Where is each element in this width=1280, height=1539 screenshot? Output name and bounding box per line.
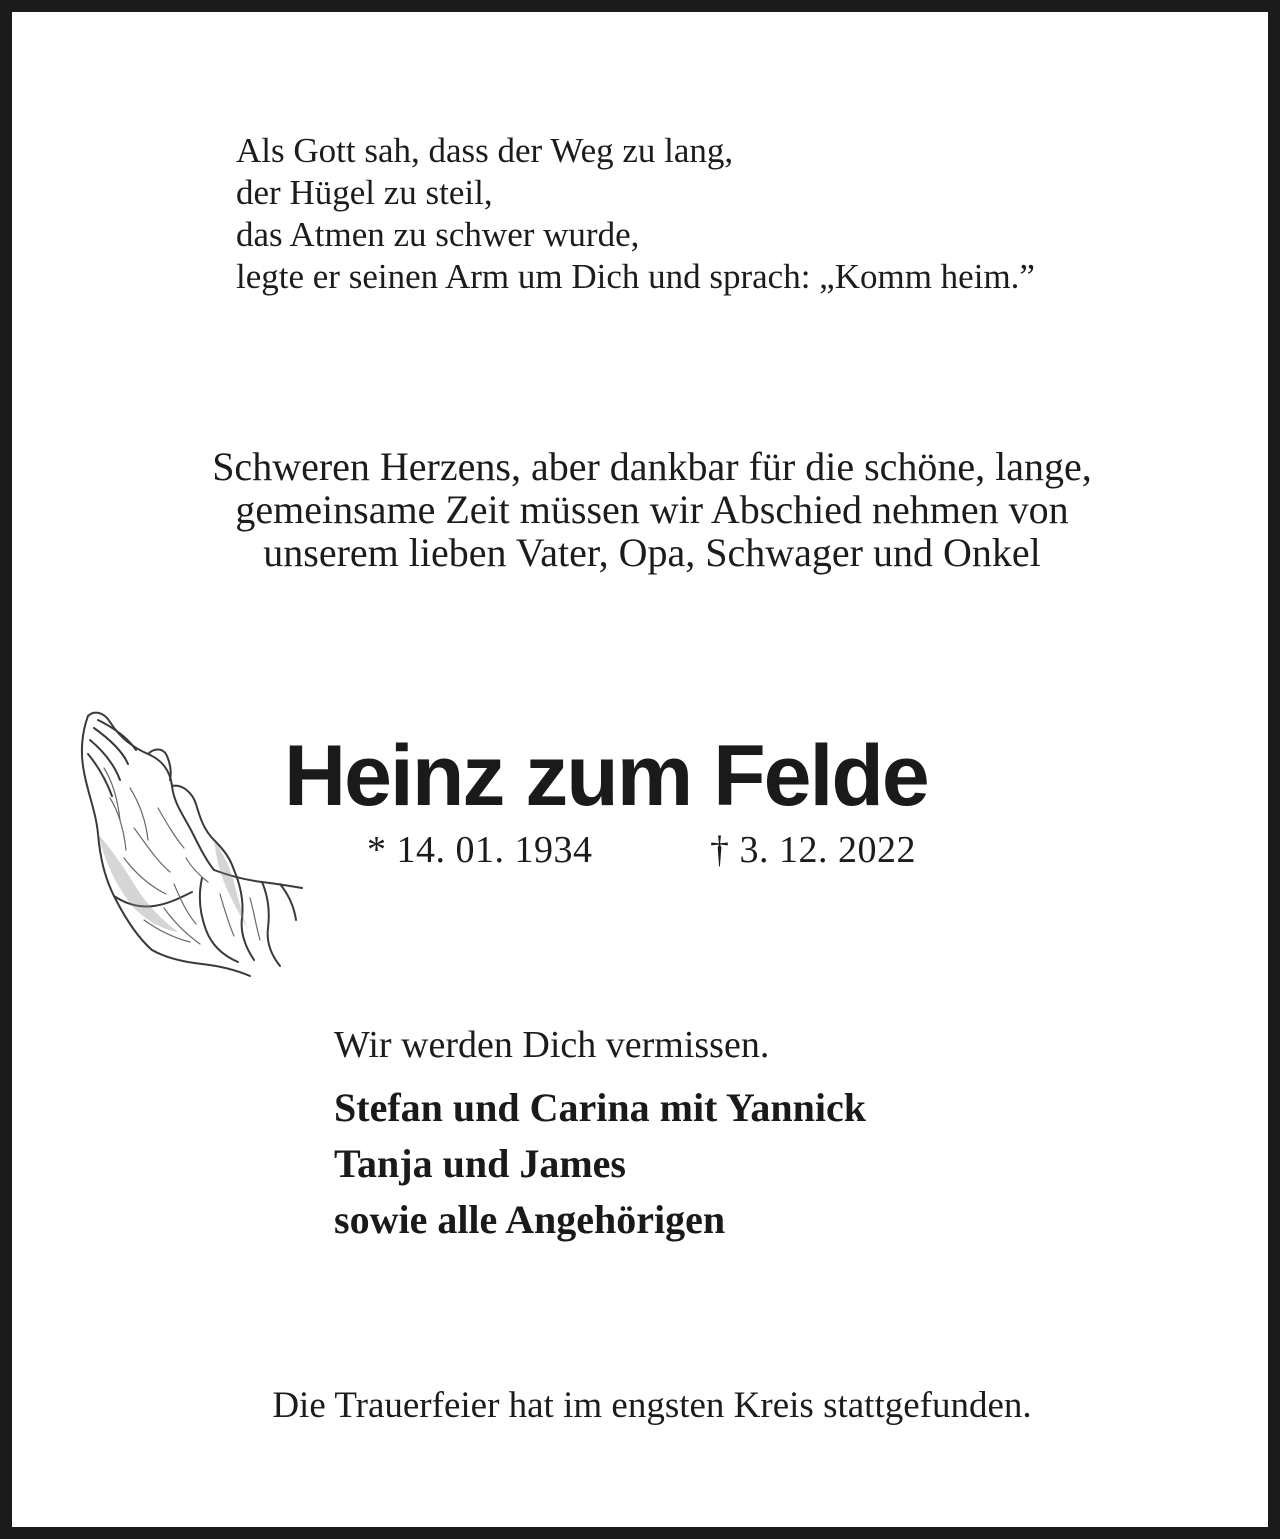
- poem-line: der Hügel zu steil,: [236, 173, 493, 212]
- mourner-line: Stefan und Carina mit Yannick: [334, 1085, 866, 1130]
- poem: [236, 130, 1035, 298]
- funeral-note: Die Trauerfeier hat im engsten Kreis stattgefunden.: [272, 1385, 1032, 1426]
- birth-date: * 14. 01. 1934: [367, 829, 593, 871]
- closing-message: Wir werden Dich vermissen.: [334, 1024, 770, 1066]
- mourners-list: [334, 1080, 866, 1248]
- farewell-intro: [72, 445, 1232, 574]
- poem-line: das Atmen zu schwer wurde,: [236, 215, 640, 254]
- closing-section: [334, 1020, 866, 1248]
- death-date: † 3. 12. 2022: [710, 829, 916, 871]
- intro-line: gemeinsame Zeit müssen wir Abschied nehmen von: [235, 487, 1069, 532]
- deceased-name: Heinz zum Felde: [284, 728, 928, 824]
- mourner-line: Tanja und James: [334, 1141, 626, 1186]
- intro-line: unserem lieben Vater, Opa, Schwager und Onkel: [263, 530, 1041, 575]
- intro-line: Schweren Herzens, aber dankbar für die schöne, lange,: [212, 444, 1092, 489]
- mourner-line: sowie alle Angehörigen: [334, 1197, 726, 1242]
- praying-hands-icon: [74, 708, 306, 980]
- poem-line: Als Gott sah, dass der Weg zu lang,: [236, 131, 734, 170]
- poem-line: legte er seinen Arm um Dich und sprach: „Komm heim.”: [236, 257, 1035, 296]
